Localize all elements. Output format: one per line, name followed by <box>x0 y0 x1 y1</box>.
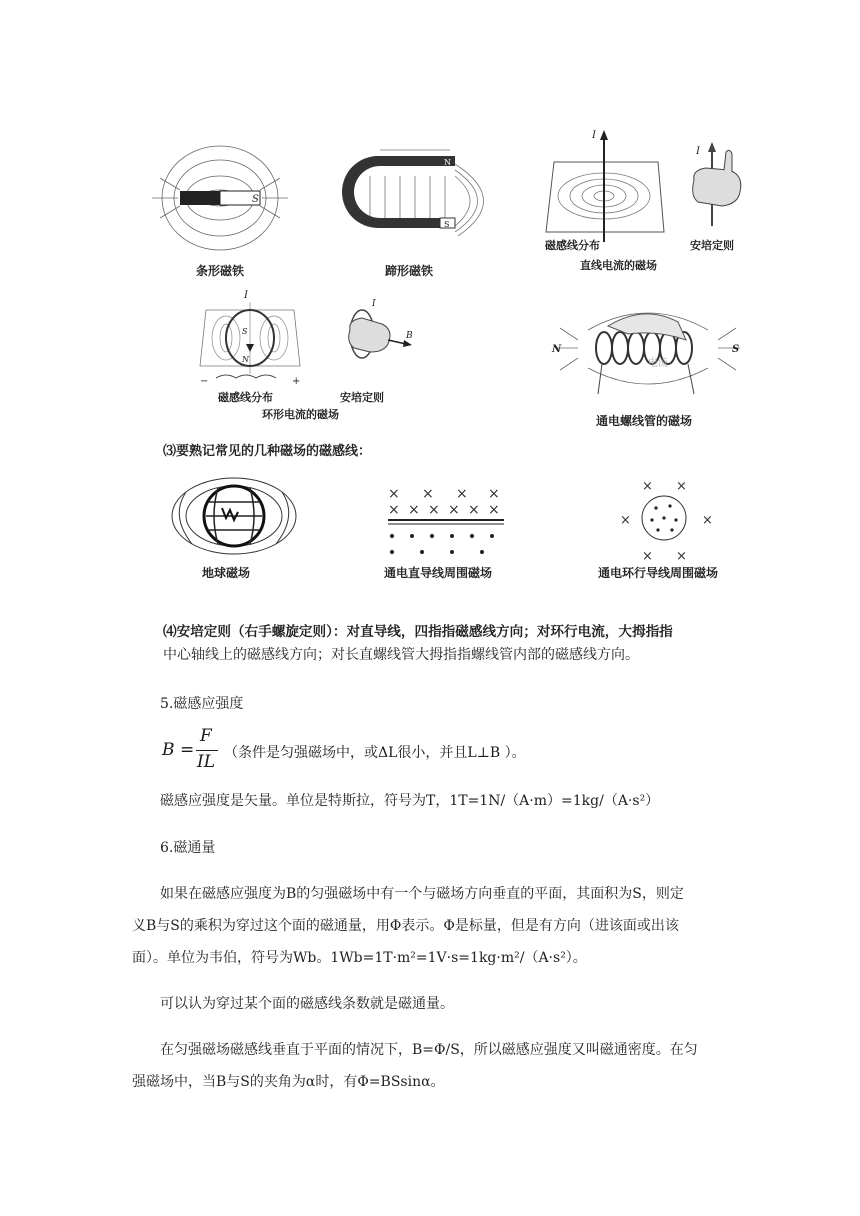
svg-text:+: + <box>292 376 301 386</box>
fraction-bar <box>196 750 218 751</box>
svg-text:×: × <box>448 502 460 518</box>
formula-numerator: F <box>200 726 212 746</box>
svg-text:N: N <box>242 355 249 364</box>
svg-text:S: S <box>444 220 450 229</box>
svg-text:电流: 电流 <box>648 358 668 369</box>
straight-wire-caption: 直线电流的磁场 <box>580 259 657 272</box>
bar-magnet-figure <box>150 138 290 258</box>
svg-text:S: S <box>242 327 248 336</box>
sec6-p3-line1: 在匀强磁场磁感线垂直于平面的情况下，B=Φ/S，所以磁感应强度又叫磁通密度。在匀 <box>160 1042 698 1058</box>
item4-line2: 中心轴线上的磁感线方向；对长直螺线管大拇指指螺线管内部的磁感线方向。 <box>163 647 639 663</box>
svg-text:−: − <box>200 376 209 386</box>
straight-wire-figure <box>540 126 670 246</box>
item3-heading: ⑶要熟记常见的几种磁场的磁感线： <box>163 444 372 459</box>
svg-text:×: × <box>676 549 687 562</box>
svg-text:B: B <box>406 331 413 341</box>
formula-denominator: IL <box>197 752 216 772</box>
formula-condition: （条件是匀强磁场中，或ΔL很小，并且L⊥B ）。 <box>224 745 526 761</box>
straight-wire-field-caption: 通电直导线周围磁场 <box>384 566 493 580</box>
svg-text:×: × <box>702 513 713 528</box>
svg-text:×: × <box>456 486 468 502</box>
sec6-p3-line2: 强磁场中，当B与S的夹角为α时，有Φ=BSsinα。 <box>132 1074 445 1090</box>
sec6-p1-line1: 如果在磁感应强度为B的匀强磁场中有一个与磁场方向垂直的平面，其面积为S，则定 <box>160 886 684 902</box>
svg-text:×: × <box>488 486 500 502</box>
ampere-rule-caption-2: 安培定则 <box>340 391 384 404</box>
svg-text:S: S <box>252 194 259 205</box>
svg-text:N: N <box>552 344 562 355</box>
ampere-hand-figure-1 <box>684 140 754 230</box>
earth-field-figure <box>166 472 302 560</box>
svg-text:N: N <box>444 158 451 167</box>
svg-text:×: × <box>642 479 653 494</box>
sec5-unit-line: 磁感应强度是矢量。单位是特斯拉，符号为T，1T=1N/（A·m）=1kg/（A·s²） <box>160 793 660 809</box>
sec6-p1-line3: 面）。单位为韦伯，符号为Wb。1Wb=1T·m²=1V·s=1kg·m²/（A·s²）。 <box>132 950 587 966</box>
ring-current-figure <box>196 286 304 386</box>
horseshoe-magnet-figure <box>340 146 490 236</box>
fraction <box>160 726 220 776</box>
svg-text:I: I <box>696 146 700 157</box>
svg-text:I: I <box>372 299 376 309</box>
svg-text:×: × <box>676 479 687 494</box>
formula-lhs: B <box>162 740 175 760</box>
svg-text:I: I <box>244 290 248 301</box>
bar-magnet-caption: 条形磁铁 <box>196 264 245 278</box>
ring-current-caption: 环形电流的磁场 <box>262 408 339 421</box>
svg-text:×: × <box>388 502 400 518</box>
loop-field-caption: 通电环行导线周围磁场 <box>598 566 719 580</box>
svg-text:×: × <box>620 513 631 528</box>
svg-text:×: × <box>642 549 653 562</box>
svg-text:×: × <box>468 502 480 518</box>
ring-distribution-caption: 磁感线分布 <box>218 391 273 404</box>
straight-wire-distribution-caption: 磁感线分布 <box>545 239 600 252</box>
svg-text:×: × <box>428 502 440 518</box>
horseshoe-caption: 蹄形磁铁 <box>385 264 434 278</box>
sec6-p2: 可以认为穿过某个面的磁感线条数就是磁通量。 <box>160 996 454 1012</box>
earth-field-caption: 地球磁场 <box>202 566 251 580</box>
sec6-p1-line2: 义B与S的乘积为穿过这个面的磁通量，用Φ表示。Φ是标量，但是有方向（进该面或出该 <box>132 918 679 934</box>
formula-eq: = <box>180 740 195 760</box>
solenoid-caption: 通电螺线管的磁场 <box>596 414 693 428</box>
svg-text:I: I <box>592 130 596 141</box>
svg-text:×: × <box>388 486 400 502</box>
ampere-rule-caption-1: 安培定则 <box>690 239 734 252</box>
solenoid-figure <box>548 300 748 410</box>
svg-text:×: × <box>408 502 420 518</box>
svg-text:×: × <box>422 486 434 502</box>
loop-field-figure <box>612 476 722 562</box>
svg-text:×: × <box>488 502 500 518</box>
straight-wire-field-figure <box>386 484 506 556</box>
ampere-hand-figure-2 <box>336 296 416 376</box>
sec5-heading: 5.磁感应强度 <box>160 696 244 712</box>
item4-line1: ⑷安培定则（右手螺旋定则）：对直导线，四指指磁感线方向；对环行电流，大拇指指 <box>163 624 673 640</box>
sec6-heading: 6.磁通量 <box>160 840 216 856</box>
svg-text:S: S <box>732 344 740 355</box>
